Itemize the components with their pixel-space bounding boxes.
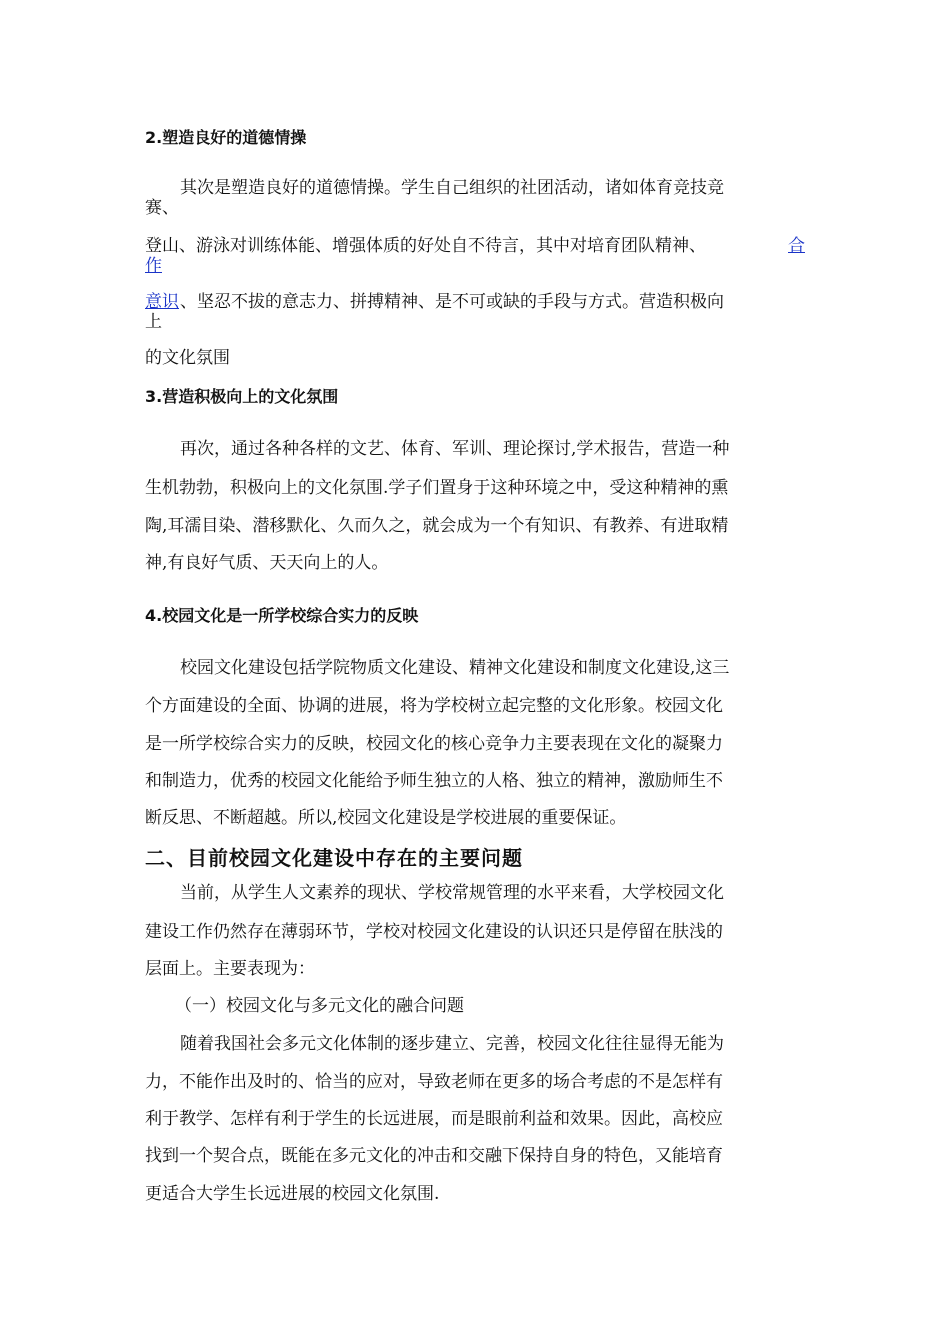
paragraph-line: 层面上。主要表现为： — [145, 959, 315, 979]
hyperlink-cooperation-part2[interactable]: 作 — [145, 256, 162, 276]
paragraph-line: 生机勃勃，积极向上的文化氛围.学子们置身于这种环境之中，受这种精神的熏 — [145, 478, 729, 498]
paragraph-line: 利于教学、怎样有利于学生的长远进展，而是眼前利益和效果。因此，高校应 — [145, 1109, 723, 1129]
paragraph-line: 上 — [145, 312, 162, 332]
paragraph-line: 当前，从学生人文素养的现状、学校常规管理的水平来看，大学校园文化 — [180, 883, 724, 903]
hyperlink-awareness[interactable]: 意识 — [145, 292, 179, 312]
section-4-heading: 4.校园文化是一所学校综合实力的反映 — [145, 606, 419, 625]
paragraph-line: 是一所学校综合实力的反映，校园文化的核心竞争力主要表现在文化的凝聚力 — [145, 734, 723, 754]
hyperlink-cooperation-part1[interactable]: 合 — [788, 236, 805, 256]
paragraph-line: 建设工作仍然存在薄弱环节，学校对校园文化建设的认识还只是停留在肤浅的 — [145, 922, 723, 942]
paragraph-line: 断反思、不断超越。所以,校园文化建设是学校进展的重要保证。 — [145, 808, 627, 828]
paragraph-line: 随着我国社会多元文化体制的逐步建立、完善，校园文化往往显得无能为 — [180, 1034, 724, 1054]
part-2-heading: 二、目前校园文化建设中存在的主要问题 — [145, 846, 523, 870]
paragraph-line: 陶,耳濡目染、潜移默化、久而久之，就会成为一个有知识、有教养、有进取精 — [145, 516, 729, 536]
paragraph-line: 力，不能作出及时的、恰当的应对，导致老师在更多的场合考虑的不是怎样有 — [145, 1072, 723, 1092]
section-2-heading: 2.塑造良好的道德情操 — [145, 128, 307, 147]
paragraph-line: 找到一个契合点，既能在多元文化的冲击和交融下保持自身的特色，又能培育 — [145, 1146, 723, 1166]
paragraph-line: 神,有良好气质、天天向上的人。 — [145, 553, 389, 573]
paragraph-line: 其次是塑造良好的道德情操。学生自己组织的社团活动，诸如体育竞技竞 — [180, 178, 724, 198]
subsection-1-heading: （一）校园文化与多元文化的融合问题 — [175, 996, 464, 1016]
paragraph-line: 个方面建设的全面、协调的进展，将为学校树立起完整的文化形象。校园文化 — [145, 696, 723, 716]
paragraph-line: 赛、 — [145, 198, 179, 218]
paragraph-line: 和制造力，优秀的校园文化能给予师生独立的人格、独立的精神，激励师生不 — [145, 771, 723, 791]
paragraph-line: 校园文化建设包括学院物质文化建设、精神文化建设和制度文化建设,这三 — [180, 658, 730, 678]
paragraph-line: 、坚忍不拔的意志力、拼搏精神、是不可或缺的手段与方式。营造积极向 — [180, 292, 724, 312]
paragraph-line: 登山、游泳对训练体能、增强体质的好处自不待言，其中对培育团队精神、 — [145, 236, 706, 256]
section-3-heading: 3.营造积极向上的文化氛围 — [145, 387, 339, 406]
paragraph-line: 更适合大学生长远进展的校园文化氛围. — [145, 1184, 440, 1204]
paragraph-line: 的文化氛围 — [145, 348, 230, 368]
paragraph-line: 再次，通过各种各样的文艺、体育、军训、理论探讨,学术报告，营造一种 — [180, 439, 730, 459]
